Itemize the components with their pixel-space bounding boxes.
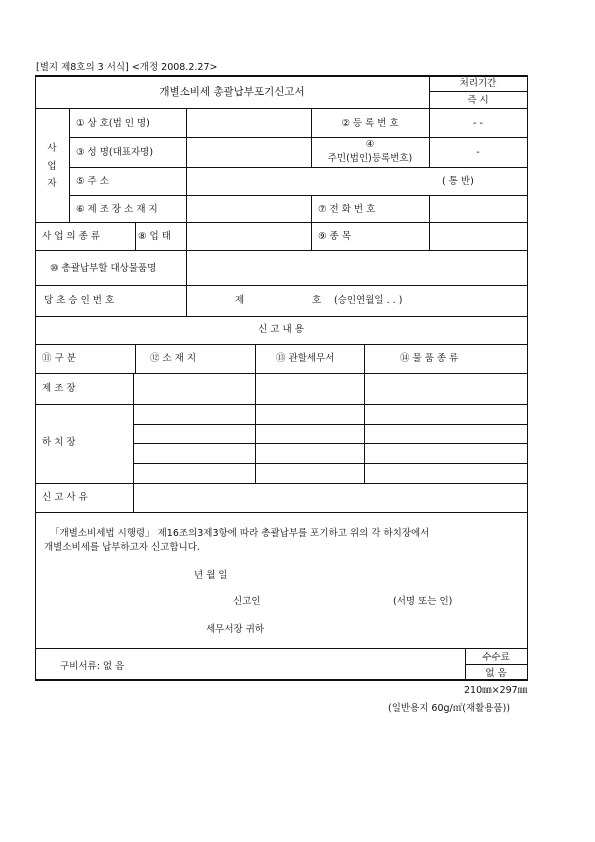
target-goods-divider [186,250,187,285]
col-header-goods: ⑭ 물 품 종 류 [400,353,459,364]
fee-midline [465,664,527,665]
col-label-end [186,108,187,250]
col-value-b [429,195,430,250]
warehouse-line-1 [133,424,527,425]
col-value-a [429,108,430,167]
declaration-line-2: 개별소비세를 납부하고자 신고합니다. [44,542,200,553]
grid-v1a [135,344,136,374]
signature-label: (서명 또는 인) [393,596,453,607]
form-title: 개별소비세 총괄납부포기신고서 [159,86,305,98]
trade-name-label: ① 상 호(법 인 명) [76,118,150,129]
applicant-label: 신고인 [233,596,261,607]
col-header-location: ⑫ 소 재 지 [150,353,197,364]
row-line-9 [35,373,528,374]
approval-no-prefix: 제 [235,295,245,306]
report-contents-heading: 신 고 내 용 [258,324,304,335]
frame-top [35,75,528,77]
paper-spec: (일반용지 60g/㎡(재활용품)) [388,703,511,714]
business-operator-label: 사 업 자 [47,143,57,189]
fee-label: 수수료 [482,652,510,663]
processing-midline [429,91,527,92]
row-line-8 [35,344,528,345]
approval-date: (승인연월일 . . ) [334,295,403,306]
phone-label: ⑦ 전 화 번 호 [318,204,376,215]
row-reason-label: 신 고 사 유 [42,492,88,503]
business-type-label: 사 업 의 종 류 [42,231,100,242]
row-line-2 [69,167,527,168]
frame-right [527,75,528,680]
row-line-5 [35,250,528,251]
resident-no-label: 주민(법인)등록번호) [327,153,413,164]
row-line-3 [69,195,527,196]
row-line-12 [35,512,528,513]
row-line-1 [69,137,527,138]
row-line-10 [35,404,528,405]
business-item-label: ⑨ 종 목 [318,231,351,242]
group-divider [69,108,70,222]
biz-type-divider [135,222,136,250]
attachments-label: 구비서류: 없 음 [60,661,125,672]
declaration-line-1: 「개별소비세법 시행령」 제16조의3제3항에 따라 총괄납부를 포기하고 위의 각 하치장에서 [50,528,430,539]
row-warehouse-label: 하 치 장 [42,437,76,448]
reg-no-label: ② 등 록 번 호 [341,118,399,129]
frame-bottom [35,679,528,681]
form-number: [별지 제8호의 3 서식] <개정 2008.2.27> [36,62,218,73]
declaration-date: 년 월 일 [194,570,228,581]
frame-left [35,75,36,680]
paper-size: 210㎜×297㎜ [464,685,528,696]
target-goods-label: ⑩ 총괄납부할 대상물품명 [50,263,157,274]
approval-label: 당 초 승 인 번 호 [44,295,115,306]
approval-divider [186,285,187,316]
factory-label: ⑥ 제 조 장 소 재 지 [76,204,158,215]
resident-no-value: - [476,147,480,158]
fee-value: 없 음 [485,668,507,679]
col-mid-b [311,195,312,250]
col-header-tax-office: ⑬ 관할세무서 [276,353,335,364]
warehouse-line-2 [133,443,527,444]
row-line-4 [35,222,528,223]
row-line-13 [35,648,528,649]
title-bottom-line [35,108,528,109]
processing-value: 즉 시 [467,95,489,106]
address-label: ⑤ 주 소 [76,176,109,187]
business-category-label: ⑧ 업 태 [138,231,171,242]
tong-ban-label: ( 통 반) [442,176,474,187]
row-line-11 [35,483,528,484]
row-line-7 [35,316,528,317]
approval-no-suffix: 호 [312,295,322,306]
row-factory-label: 제 조 장 [42,383,76,394]
warehouse-line-3 [133,463,527,464]
reg-no-value: - - [473,118,483,129]
row-line-6 [35,285,528,286]
addressee-label: 세무서장 귀하 [206,624,265,635]
col-header-division: ⑪ 구 분 [42,353,76,364]
resident-no-number: ④ [365,139,375,150]
processing-label: 처리기간 [459,78,497,89]
name-label: ③ 성 명(대표자명) [76,147,154,158]
col-mid-a [311,108,312,167]
